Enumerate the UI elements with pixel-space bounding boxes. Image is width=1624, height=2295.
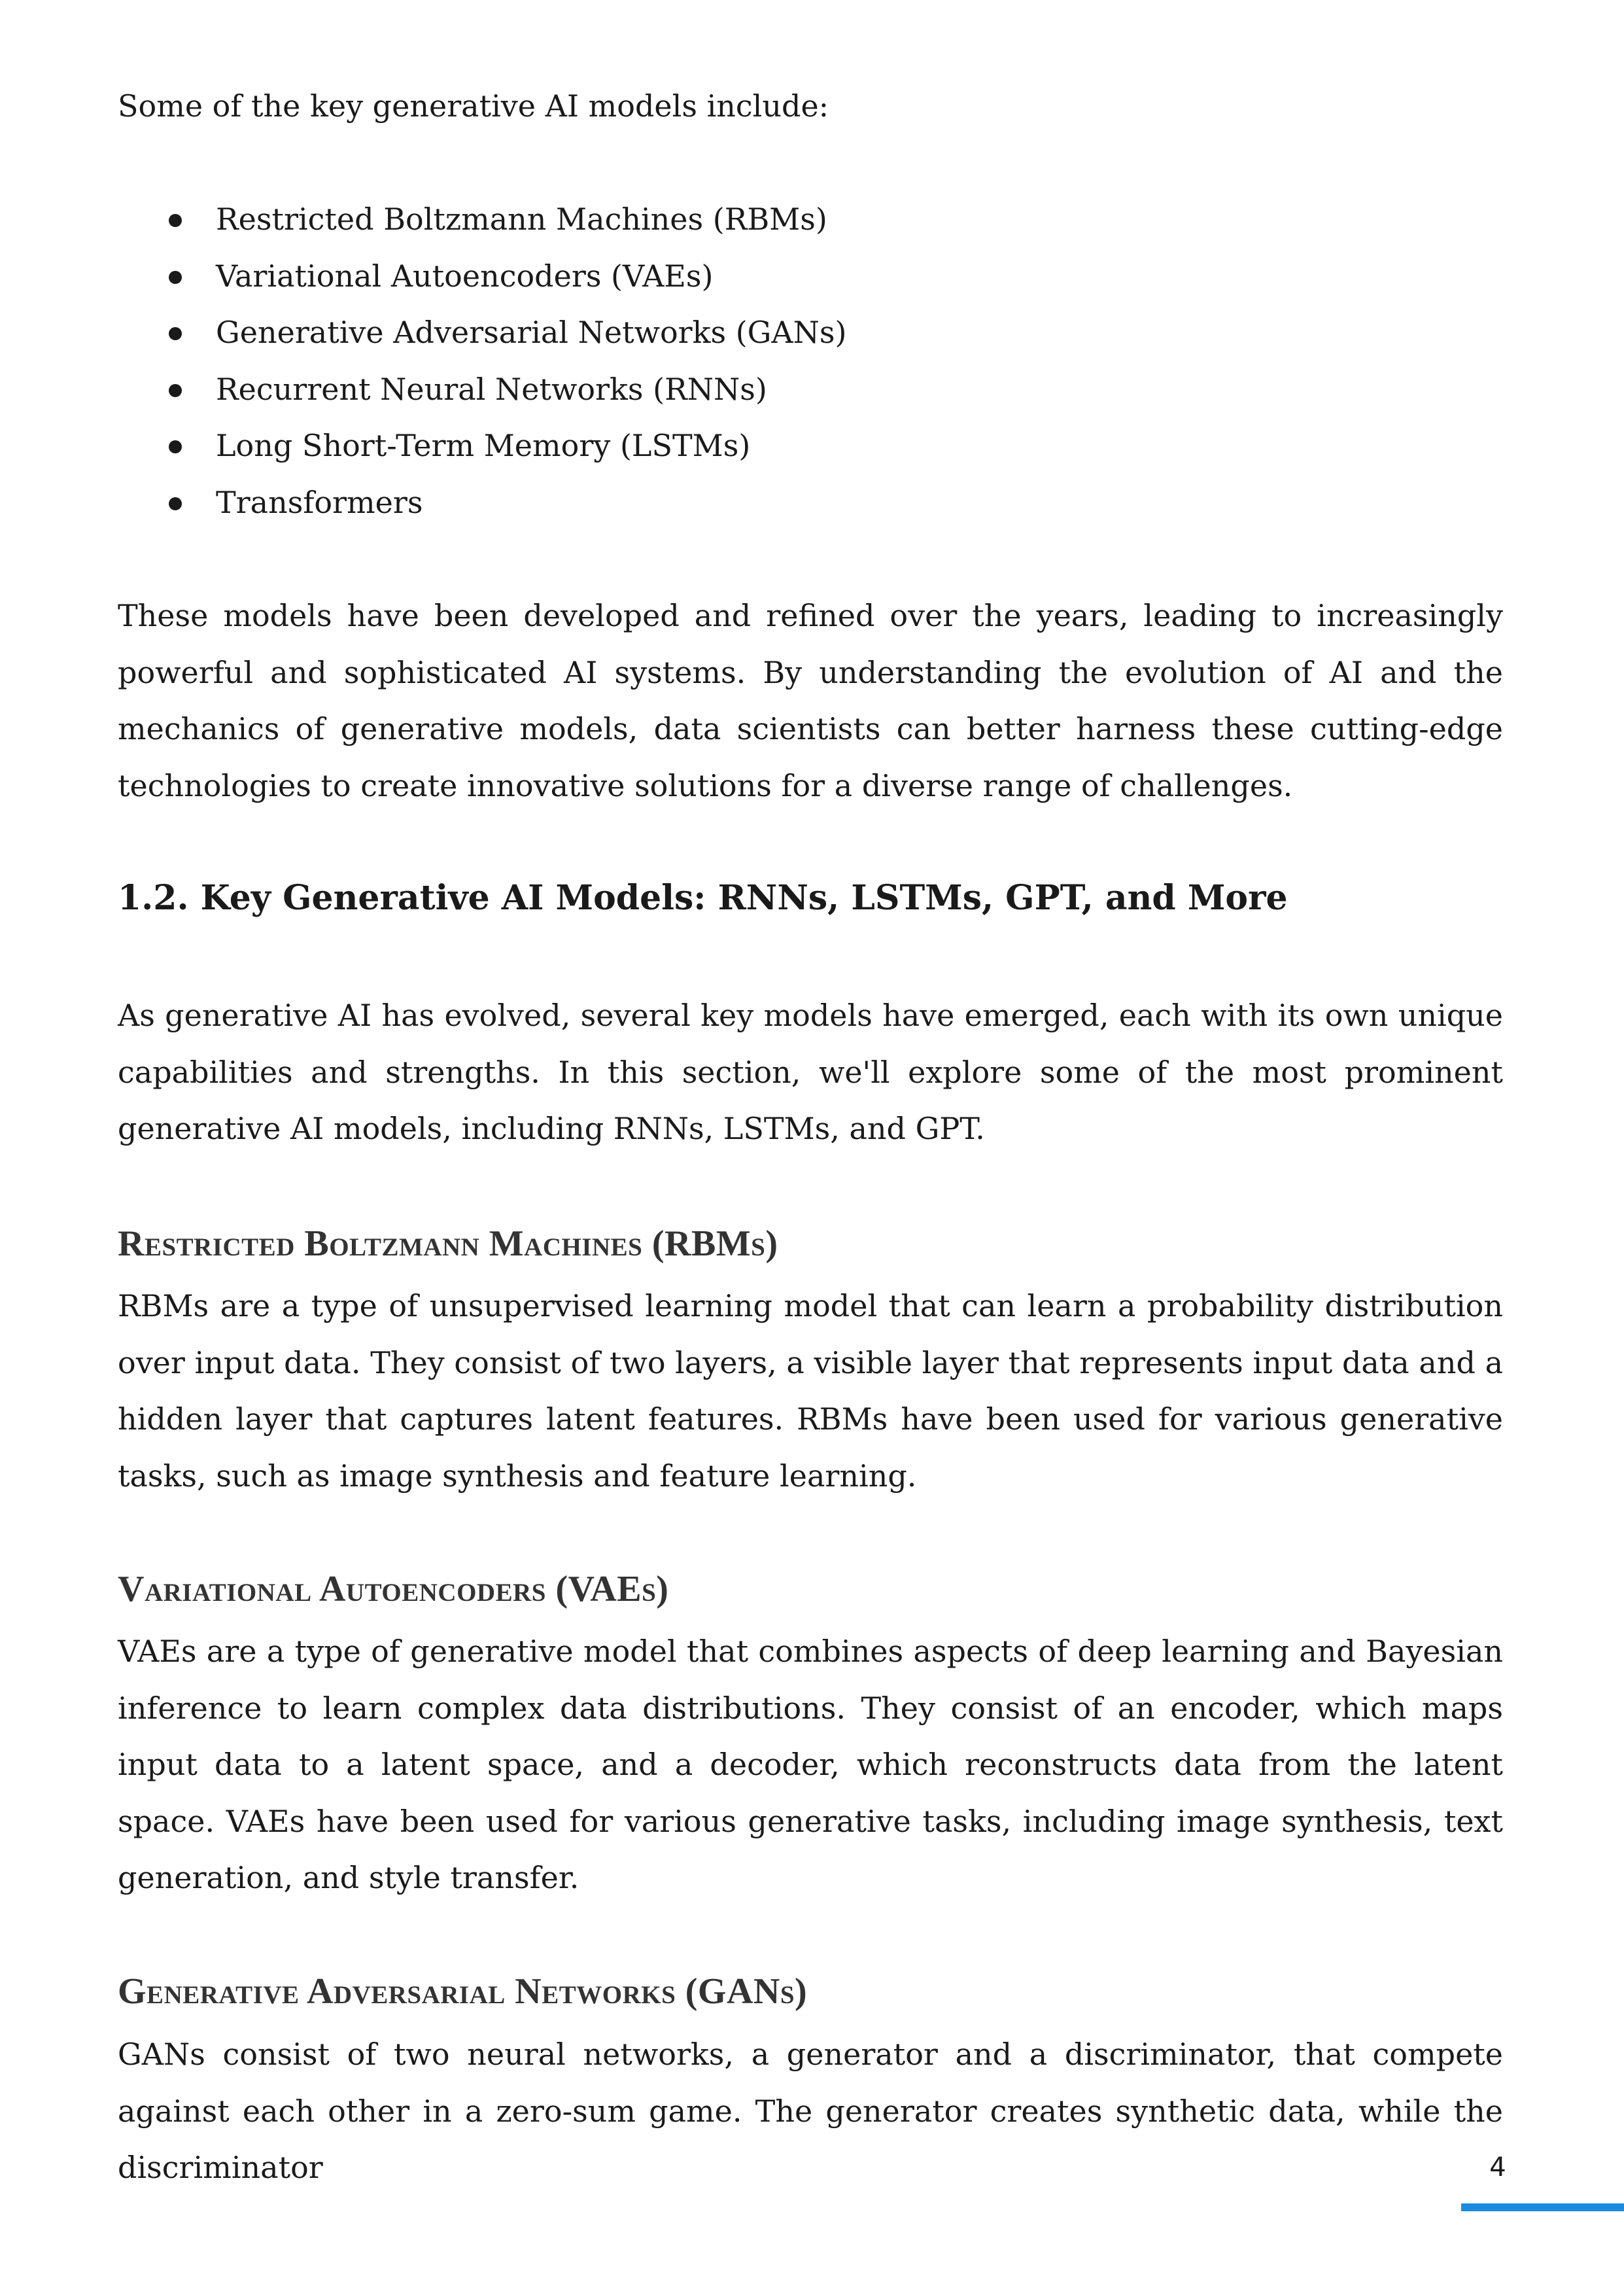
bullet-icon (169, 440, 182, 453)
bullet-icon (169, 271, 182, 284)
model-list (118, 191, 846, 531)
page-number: 4 (1489, 2152, 1506, 2182)
vae-paragraph: VAEs are a type of generative model that combines aspects of deep learning and Bayesian inference to learn complex data distributions. They consist of an encoder, which maps input data to a latent space, and a decoder, which reconstructs data from the latent space. VAEs have been used for various generative tasks, including image synthesis, text generation, and style transfer. (118, 1634, 1503, 1895)
gan-heading: Generative Adversarial Networks (GANs) (118, 1971, 808, 2012)
list-item (118, 304, 846, 361)
paragraph-models-refined: These models have been developed and refined over the years, leading to increasingly powerful and sophisticated AI systems. By understanding the evolution of AI and the mechanics of generative models, data scientists can better harness these cutting-edge technologies to create innovative solutions for a diverse range of challenges. (118, 598, 1503, 803)
list-item-label: Long Short-Term Memory (LSTMs) (216, 428, 751, 463)
list-item-label: Generative Adversarial Networks (GANs) (216, 315, 847, 350)
list-item-label: Transformers (216, 484, 423, 520)
bullet-icon (169, 384, 182, 397)
rbm-heading: Restricted Boltzmann Machines (RBMs) (118, 1223, 778, 1264)
intro-text: Some of the key generative AI models include: (118, 88, 829, 124)
footer-accent-bar (1461, 2203, 1624, 2211)
gan-paragraph: GANs consist of two neural networks, a generator and a discriminator, that compete against each other in a zero-sum game. The generator creates synthetic data, while the discriminator (118, 2037, 1503, 2185)
rbm-paragraph: RBMs are a type of unsupervised learning model that can learn a probability distribution over input data. They consist of two layers, a visible layer that represents input data and a hidden layer that captures latent features. RBMs have been used for various generative tasks, such as image synthesis and feature learning. (118, 1288, 1503, 1494)
list-item (118, 474, 846, 531)
list-item-label: Restricted Boltzmann Machines (RBMs) (216, 201, 827, 237)
vae-heading: Variational Autoencoders (VAEs) (118, 1569, 669, 1609)
list-item-label: Variational Autoencoders (VAEs) (216, 258, 714, 294)
bullet-icon (169, 327, 182, 340)
bullet-icon (169, 214, 182, 227)
list-item (118, 417, 846, 474)
bullet-icon (169, 497, 182, 510)
list-item-label: Recurrent Neural Networks (RNNs) (216, 371, 767, 407)
list-item (118, 191, 846, 248)
section-heading: 1.2. Key Generative AI Models: RNNs, LSTMs, GPT, and More (118, 878, 1288, 918)
list-item (118, 248, 846, 305)
paragraph-section-intro: As generative AI has evolved, several key models have emerged, each with its own unique capabilities and strengths. In this section, we'll explore some of the most prominent generative AI models, including RNNs, LSTMs, and GPT. (118, 998, 1503, 1146)
list-item (118, 361, 846, 418)
